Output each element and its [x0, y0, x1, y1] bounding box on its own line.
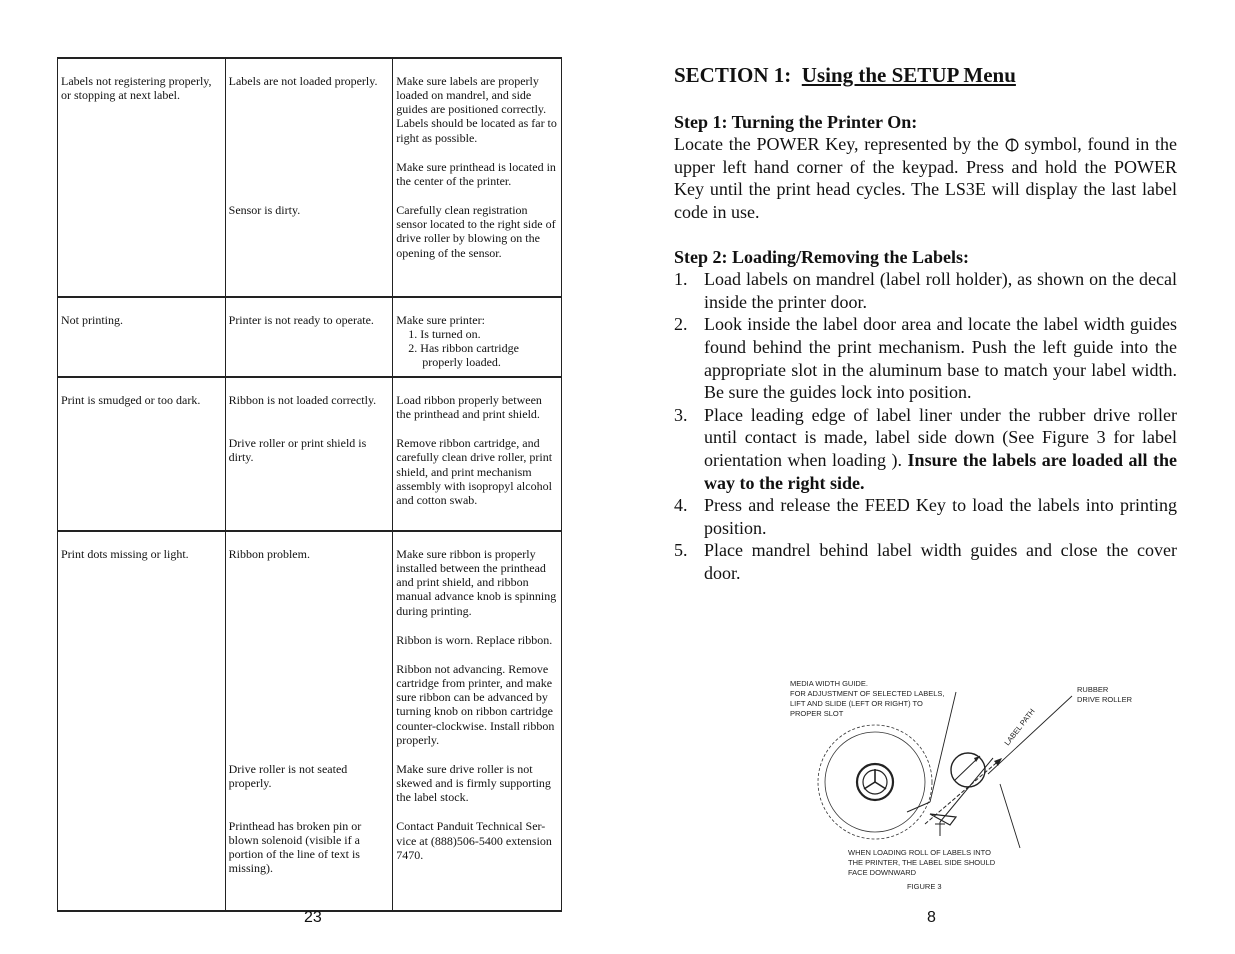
drive-roller-drawing: [930, 753, 993, 836]
solution-list-item: 1. Is turned on.: [408, 327, 481, 342]
step2-item: [674, 268, 1177, 313]
right-page: [674, 64, 1177, 584]
power-symbol-icon: [1005, 138, 1019, 152]
solution-text: Make sure ribbon is properly installed between the printhead and print shield, and ribbon manual advance knob is spinning during printing.: [396, 547, 557, 618]
table-row: [58, 531, 562, 911]
problem-text: Print dots missing or light.: [61, 547, 189, 561]
solution-group: [396, 762, 558, 804]
media-guide-label-line: MEDIA WIDTH GUIDE.: [790, 679, 868, 688]
problem-text: Not printing.: [61, 313, 123, 327]
cause-cell: [225, 58, 393, 297]
media-guide-label-line: FOR ADJUSTMENT OF SELECTED LABELS,: [790, 689, 945, 698]
media-guide-label-line: LIFT AND SLIDE (LEFT OR RIGHT) TO: [790, 699, 923, 708]
problem-cell: [58, 377, 226, 531]
cause-cell: [225, 531, 393, 911]
solution-text: Remove ribbon cartridge, and carefully clean drive roller, print shield, and print mechanism assembly with isopropyl alcohol and cotton swab.: [396, 436, 553, 507]
solution-text: Make sure printhead is located in the center of the printer.: [396, 159, 556, 188]
step2-heading: Step 2: Loading/Removing the Labels:: [674, 246, 970, 267]
step2-item-text: Press and release the FEED Key to load the labels into printing position.: [704, 495, 1177, 538]
solution-cell: [393, 297, 562, 377]
right-page-number: 8: [927, 909, 936, 926]
loading-note-line: THE PRINTER, THE LABEL SIDE SHOULD: [848, 858, 996, 867]
table-row: [58, 377, 562, 531]
cause-text: Printer is not ready to operate.: [228, 313, 374, 327]
solution-text: Load ribbon properly between the printhead and print shield.: [396, 393, 542, 422]
problem-text: Labels not registering properly, or stopping at next label.: [61, 74, 212, 103]
step1-text-after: symbol, found in the upper left hand corner of the keypad. Press and hold the POWER Key until the print head cycles. The LS3E will display the last label code in use.: [674, 134, 1178, 222]
step2-list: [674, 268, 1177, 584]
section-prefix: SECTION 1:: [674, 63, 792, 87]
media-guide-label-line: PROPER SLOT: [790, 709, 844, 718]
solution-list: [396, 327, 558, 369]
step2-item-number: 1.: [674, 269, 688, 290]
solution-group: [396, 203, 558, 260]
roller-label-line: DRIVE ROLLER: [1077, 695, 1133, 704]
section-title: [674, 64, 1177, 87]
step1-text-before: Locate the POWER Key, represented by the: [674, 134, 999, 155]
section-title-text: Using the SETUP Menu: [801, 63, 1016, 87]
label-path-text: LABEL PATH: [1002, 706, 1037, 748]
loading-note-line: WHEN LOADING ROLL OF LABELS INTO: [848, 848, 991, 857]
step2-item-bold-note: Insure the labels are loaded all the way to the right side.: [704, 449, 1178, 493]
solution-group: [396, 393, 558, 421]
step2-item-number: 2.: [674, 314, 688, 335]
step2-item-number: 3.: [674, 404, 688, 425]
step2-item-text: Look inside the label door area and locate the label width guides found behind the print mechanism. Push the left guide into the appropriate slot in the aluminum base to match your label width. Be sure the guides lock into position.: [704, 314, 1177, 403]
step2-item-text: Load labels on mandrel (label roll holder), as shown on the decal inside the printer door.: [704, 269, 1177, 312]
solution-text: Carefully clean registration sensor located to the right side of drive roller by blowing on the opening of the sensor.: [396, 203, 556, 260]
step2-item-number: 5.: [674, 540, 688, 561]
step1-text: [674, 133, 1177, 223]
cause-text: Drive roller or print shield is dirty.: [228, 436, 367, 465]
solution-group: [396, 819, 558, 861]
loading-note-line: FACE DOWNWARD: [848, 868, 917, 877]
solution-cell: [393, 531, 562, 911]
roller-label-line: RUBBER: [1077, 685, 1109, 694]
step2-item-text: Place leading edge of label liner under the rubber drive roller until contact is made, label side down (See Figure 3 for label orientation when loading ).: [704, 404, 1177, 470]
solution-text: Ribbon is worn. Replace ribbon.: [396, 632, 553, 647]
step2-item-number: 4.: [674, 495, 688, 516]
problem-cell: [58, 58, 226, 297]
figure-caption: FIGURE 3: [907, 882, 942, 891]
cause-text: Ribbon is not loaded correctly.: [228, 393, 377, 407]
cause-cell: [225, 297, 393, 377]
solution-group: [396, 313, 558, 370]
cause-text: Printhead has broken pin or blown solenoid (visible if a portion of the line of text is missing).: [228, 819, 362, 876]
media-guide-label: [790, 679, 944, 718]
cause-text: Drive roller is not seated properly.: [228, 762, 348, 791]
solution-cell: [393, 377, 562, 531]
problem-text: Print is smudged or too dark.: [61, 393, 201, 407]
label-path-arrow: [907, 758, 1002, 824]
loading-note: [848, 848, 996, 877]
solution-intro: Make sure printer:: [396, 313, 485, 327]
figure-3-diagram: [780, 672, 1160, 897]
solution-text: Make sure drive roller is not skewed and is firmly supporting the label stock.: [396, 762, 551, 805]
step2-item: [674, 313, 1177, 403]
cause-cell: [225, 377, 393, 531]
table-row: [58, 58, 562, 297]
step1-heading: Step 1: Turning the Printer On:: [674, 111, 918, 132]
cause-text: Sensor is dirty.: [228, 203, 301, 217]
solution-text: Contact Panduit Technical Ser-vice at (888)506-5400 extension 7470.: [396, 819, 552, 862]
roller-label: [1077, 685, 1133, 704]
solution-text: Ribbon not advancing. Remove cartridge from printer, and make sure ribbon can be advanced by turning knob on ribbon cartridge counter-clockwise. Install ribbon properly.: [396, 661, 555, 747]
solution-group: [396, 547, 558, 747]
cause-text: Labels are not loaded properly.: [228, 74, 378, 88]
solution-group: [396, 74, 558, 188]
problem-cell: [58, 531, 226, 911]
troubleshooting-table: [57, 57, 562, 912]
step2-item-text: Place mandrel behind label width guides and close the cover door.: [704, 540, 1177, 583]
solution-cell: [393, 58, 562, 297]
step2-item: [674, 539, 1177, 584]
cause-text: Ribbon problem.: [228, 547, 310, 561]
solution-group: [396, 436, 558, 507]
label-roll-drawing: [818, 725, 932, 839]
table-row: [58, 297, 562, 377]
left-page-number: 23: [304, 909, 322, 926]
problem-cell: [58, 297, 226, 377]
solution-list-item: 2. Has ribbon cartridge properly loaded.: [408, 341, 519, 370]
solution-text: Make sure labels are properly loaded on mandrel, and side guides are positioned correctly. Labels should be located as far to right as possible.: [396, 74, 557, 145]
step2-item: [674, 404, 1177, 494]
step2-item: [674, 494, 1177, 539]
troubleshooting-table-body: [58, 58, 562, 911]
